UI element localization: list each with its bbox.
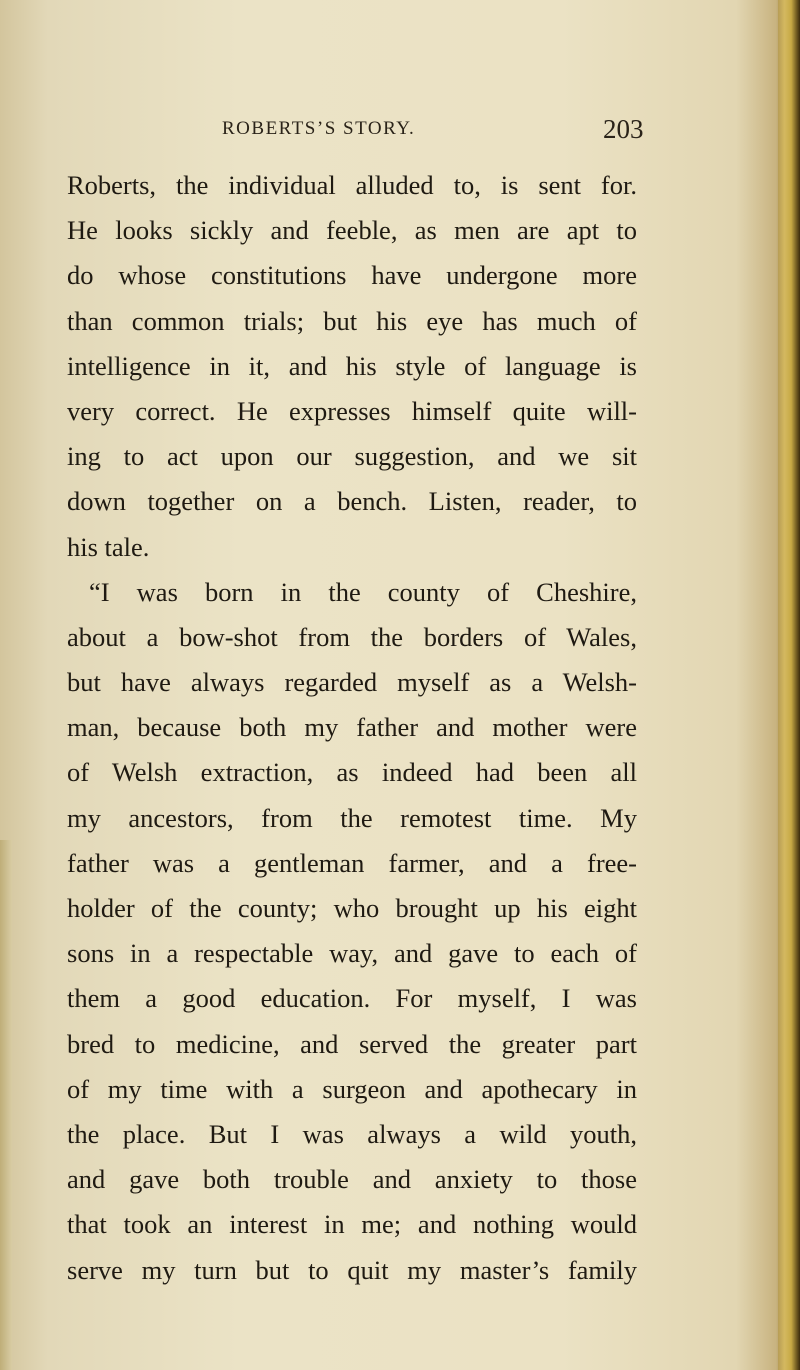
text-line: do whose constitutions have undergone more xyxy=(67,260,637,291)
text-line: about a bow-shot from the borders of Wales, xyxy=(67,621,637,652)
book-spine-edge xyxy=(778,0,800,1370)
text-line: ing to act upon our suggestion, and we sit xyxy=(67,441,637,472)
text-line: holder of the county; who brought up his eight xyxy=(67,893,637,923)
text-line: man, because both my father and mother were xyxy=(67,712,637,743)
paragraph-end-line: his tale. xyxy=(67,531,150,562)
running-title: ROBERTS’S STORY. xyxy=(222,118,416,139)
text-line: of Welsh extraction, as indeed had been all xyxy=(67,757,637,788)
running-header xyxy=(0,114,800,148)
text-line: the place. But I was always a wild youth, xyxy=(67,1118,637,1149)
text-line: my ancestors, from the remotest time. My xyxy=(67,802,637,833)
text-line: down together on a bench. Listen, reader, to xyxy=(67,486,637,517)
text-line: very correct. He expresses himself quite will- xyxy=(67,395,637,426)
text-line: father was a gentleman farmer, and a free- xyxy=(67,847,637,878)
text-line: them a good education. For myself, I was xyxy=(67,983,637,1014)
text-line: intelligence in it, and his style of language is xyxy=(67,350,637,381)
paragraph-start-line: “I was born in the county of Cheshire, xyxy=(89,576,637,607)
text-line: Roberts, the individual alluded to, is sent for. xyxy=(67,170,637,200)
text-line: He looks sickly and feeble, as men are apt to xyxy=(67,215,637,246)
text-line: than common trials; but his eye has much of xyxy=(67,305,637,336)
body-text xyxy=(67,163,637,1293)
text-line: but have always regarded myself as a Welsh- xyxy=(67,667,637,698)
text-line: sons in a respectable way, and gave to each of xyxy=(67,938,637,969)
page-left-edge-shadow xyxy=(0,840,12,1370)
text-line: bred to medicine, and served the greater part xyxy=(67,1028,637,1059)
text-line: of my time with a surgeon and apothecary in xyxy=(67,1073,637,1104)
text-line: that took an interest in me; and nothing would xyxy=(67,1209,637,1240)
page-number: 203 xyxy=(603,114,644,144)
text-line: serve my turn but to quit my master’s family xyxy=(67,1254,637,1285)
text-line: and gave both trouble and anxiety to those xyxy=(67,1164,637,1195)
